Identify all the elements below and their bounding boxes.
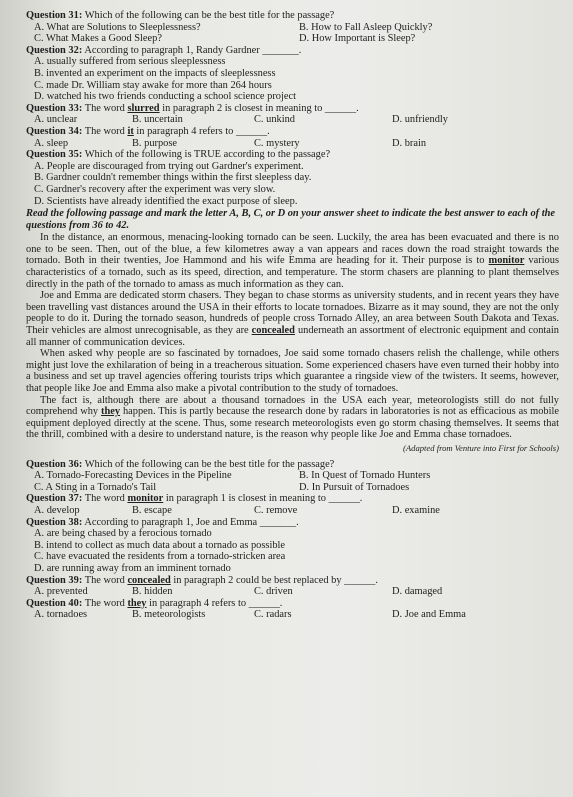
paragraph-1: In the distance, an enormous, menacing-looking tornado can be seen. Luckily, the area has been evacuated and there is no one to be seen. Then, out of the blue, a few kilometres away a van appears and races down the road straight towards the tornado. Both in their twenties, Joe Hammond and his wife Emma are heading for it. Their purpose is to monitor various characteristics of a tornado, such as its speed, direction, and temperature. The storm chasers are planning to plant themselves directly in the path of the tornado to amass as much information as they can.	[26, 232, 559, 290]
question-text: Which of the following is TRUE according to the passage?	[84, 149, 331, 161]
question-36	[26, 459, 559, 494]
option-c: C. remove	[254, 504, 298, 516]
option-a: A. Tornado-Forecasting Devices in the Pipeline	[34, 470, 232, 482]
question-number: Question 40:	[26, 597, 83, 609]
option-a: A. develop	[34, 504, 80, 516]
question-number: Question 33:	[26, 102, 83, 114]
option-d: D. Joe and Emma	[392, 609, 466, 621]
question-number: Question 35:	[26, 149, 83, 161]
option-b: B. purpose	[132, 137, 178, 149]
section-instruction: Read the following passage and mark the letter A, B, C, or D on your answer sheet to indicate the best answer to each of the questions from 36 to 42.	[26, 208, 555, 231]
keyword: monitor	[127, 493, 164, 505]
option-c: C. have evacuated the residents from a tornado-stricken area	[34, 551, 286, 563]
keyword: it	[127, 125, 134, 137]
keyword: concealed	[127, 574, 171, 586]
option-b: B. How to Fall Asleep Quickly?	[299, 21, 433, 33]
question-32	[26, 45, 559, 103]
option-b: B. hidden	[132, 586, 173, 598]
option-c: C. unkind	[254, 114, 295, 126]
option-b: B. escape	[132, 504, 172, 516]
option-d: D. unfriendly	[392, 114, 448, 126]
option-d: D. watched his two friends conducting a school science project	[34, 91, 296, 103]
option-a: A. usually suffered from serious sleeplessness	[34, 56, 226, 68]
option-d: D. In Pursuit of Tornadoes	[299, 481, 410, 493]
keyword: concealed	[251, 325, 295, 337]
question-31	[26, 10, 559, 45]
option-a: A. tornadoes	[34, 609, 88, 621]
question-number: Question 39:	[26, 574, 83, 586]
paragraph-4: The fact is, although there are about a thousand tornadoes in the USA each year, meteorologists still do not fully comprehend why they happen. This is partly because the research done by radars in laboratories is not as efficacious as mobile equipment deployed directly at the scene. Thus, some research meteorologists even go storm chasing themselves. It seems that the thrill, combined with a desire to understand nature, is the reason why people like Joe and Emma chase tornadoes.	[26, 394, 559, 441]
option-d: D. damaged	[392, 586, 443, 598]
option-c: C. What Makes a Good Sleep?	[34, 33, 162, 45]
option-d: D. are running away from an imminent tornado	[34, 562, 231, 574]
question-number: Question 31:	[26, 10, 83, 21]
option-a: A. unclear	[34, 114, 78, 126]
passage-source: (Adapted from Venture into First for Schools)	[403, 442, 559, 453]
option-a: A. sleep	[34, 137, 69, 149]
question-text: According to paragraph 1, Randy Gardner _______.	[84, 44, 302, 56]
option-c: C. A Sting in a Tornado's Tail	[34, 481, 157, 493]
keyword: slurred	[127, 102, 160, 114]
paragraph-2: Joe and Emma are dedicated storm chasers. They began to chase storms as university students, and in recent years they have been travelling vast distances around the USA in their efforts to locate tornadoes. Bizarre as it may sound, they are not the only people to do it. During the tornado season, hundreds of people cross Tornado Alley, an area between South Dakota and Texas. Their vehicles are almost unrecognisable, as they are concealed underneath an assortment of electronic equipment and contain all manner of communication devices.	[26, 290, 559, 348]
reading-passage	[26, 232, 559, 454]
keyword: monitor	[488, 255, 525, 267]
question-34: Question 34: The word it in paragraph 4 refers to ______. A. sleep B. purpose C. mystery D. brain	[26, 126, 559, 149]
question-39: Question 39: The word concealed in paragraph 2 could be best replaced by ______. A. prevented B. hidden C. driven D. damaged	[26, 575, 559, 598]
option-b: B. invented an experiment on the impacts of sleeplessness	[34, 67, 276, 79]
question-text: Which of the following can be the best title for the passage?	[84, 10, 335, 21]
option-a: A. prevented	[34, 586, 88, 598]
paragraph-3: When asked why people are so fascinated by tornadoes, Joe said some tornado chasers relish the challenge, while others might just love the exhilaration of being in a treacherous situation. Some experienced chasers have even turned their hobby into a business and set up travel agencies offering tourists trips which guarantee a ringside view of the twisters. It seems, however, that people like Joe and Emma also make a pivotal contribution to the study of tornadoes.	[26, 348, 559, 394]
option-c: C. driven	[254, 586, 293, 598]
question-text: According to paragraph 1, Joe and Emma _______.	[84, 516, 299, 528]
option-a: A. People are discouraged from trying out Gardner's experiment.	[34, 160, 304, 172]
option-c: C. mystery	[254, 137, 300, 149]
question-number: Question 37:	[26, 493, 83, 505]
option-d: D. brain	[392, 137, 427, 149]
option-c: C. radars	[254, 609, 292, 621]
option-b: B. Gardner couldn't remember things within the first sleepless day.	[34, 172, 312, 184]
option-b: B. meteorologists	[132, 609, 206, 621]
option-c: C. made Dr. William stay awake for more than 264 hours	[34, 79, 272, 91]
question-33: Question 33: The word slurred in paragraph 2 is closest in meaning to ______. A. unclear B. uncertain C. unkind D. unfriendly	[26, 103, 559, 126]
option-b: B. In Quest of Tornado Hunters	[299, 470, 431, 482]
question-38	[26, 517, 559, 575]
question-40: Question 40: The word they in paragraph 4 refers to ______. A. tornadoes B. meteorologists C. radars D. Joe and Emma	[26, 598, 559, 621]
keyword: they	[101, 406, 121, 418]
option-d: D. How Important is Sleep?	[299, 33, 416, 45]
question-number: Question 36:	[26, 458, 83, 470]
option-a: A. What are Solutions to Sleeplessness?	[34, 21, 201, 33]
option-d: D. Scientists have already identified the exact purpose of sleep.	[34, 195, 298, 207]
question-number: Question 34:	[26, 125, 83, 137]
question-37: Question 37: The word monitor in paragraph 1 is closest in meaning to ______. A. develop B. escape C. remove D. examine	[26, 493, 559, 516]
option-b: B. uncertain	[132, 114, 183, 126]
question-text: Which of the following can be the best title for the passage?	[84, 458, 335, 470]
option-a: A. are being chased by a ferocious tornado	[34, 528, 212, 540]
question-number: Question 32:	[26, 44, 83, 56]
keyword: they	[127, 597, 147, 609]
option-d: D. examine	[392, 504, 440, 516]
question-number: Question 38:	[26, 516, 83, 528]
question-35	[26, 149, 559, 207]
option-b: B. intend to collect as much data about a tornado as possible	[34, 539, 286, 551]
option-c: C. Gardner's recovery after the experiment was very slow.	[34, 183, 276, 195]
